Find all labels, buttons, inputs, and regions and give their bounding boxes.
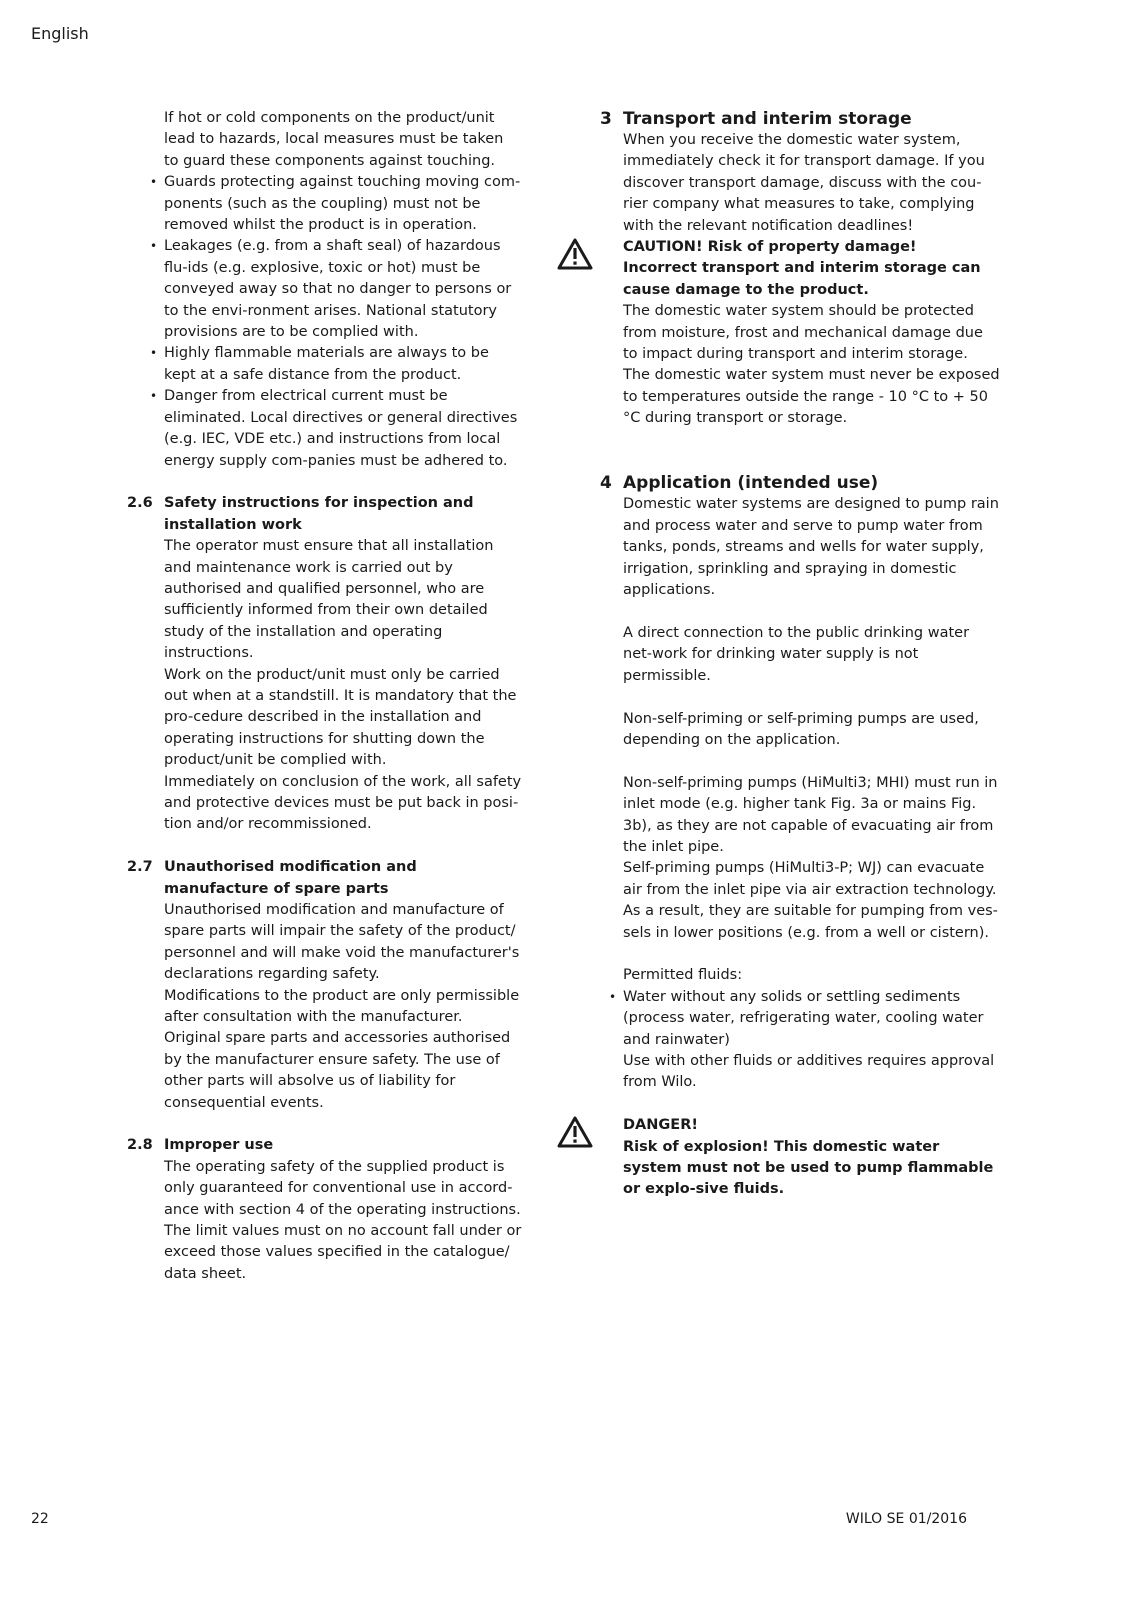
paragraph: Unauthorised modification and manufacture of spare parts will impair the safety of the product/ personnel and will make void the manufacturer's declarations regarding safety. bbox=[164, 902, 520, 983]
chapter-title: Transport and interim storage bbox=[623, 109, 912, 129]
paragraph: Non-self-priming or self-priming pumps are used, depending on the application. bbox=[623, 710, 979, 748]
chapter-heading-4 bbox=[600, 472, 1000, 494]
fluids-label: Permitted fluids: bbox=[623, 967, 743, 984]
section-title: Safety instructions for inspection and installation work bbox=[164, 495, 474, 533]
safety-bullet-list bbox=[127, 172, 522, 472]
section-number: 2.7 bbox=[127, 859, 153, 876]
caution-title: CAUTION! Risk of property damage! bbox=[623, 239, 917, 256]
list-item: • Highly flammable materials are always to be kept at a safe distance from the product. bbox=[164, 343, 522, 386]
section-heading-2-8 bbox=[127, 1135, 522, 1156]
paragraph: Immediately on conclusion of the work, all safety and protective devices must be put back in posi-tion and/or recommissioned. bbox=[164, 773, 522, 833]
section-title: Unauthorised modification and manufacture of spare parts bbox=[164, 859, 417, 897]
page-number: 22 bbox=[31, 1511, 49, 1527]
paragraph: Domestic water systems are designed to pump rain and process water and serve to pump water from tanks, ponds, streams and wells for water supply, irrigation, sprinkling and spraying in domestic applications. bbox=[623, 496, 999, 599]
paragraph: A direct connection to the public drinking water net-work for drinking water supply is not permissible. bbox=[623, 624, 970, 684]
paragraph: Self-priming pumps (HiMulti3-P; WJ) can evacuate air from the inlet pipe via air extraction technology. As a result, they are suitable for pumping from ves-sels in lower positions (e.g. from a well or cistern). bbox=[623, 860, 998, 941]
section-heading-2-6 bbox=[127, 493, 522, 536]
paragraph: The domestic water system must never be exposed to temperatures outside the range - 10 °C to + 50 °C during transport or storage. bbox=[623, 367, 1000, 427]
paragraph: The operating safety of the supplied product is only guaranteed for conventional use in accord-ance with section 4 of the operating instructions. The limit values must on no account fall under or exceed those values specified in the catalogue/ data sheet. bbox=[164, 1158, 522, 1282]
danger-notice bbox=[600, 1115, 1000, 1201]
caution-text: Incorrect transport and interim storage can cause damage to the product. bbox=[623, 260, 981, 298]
chapter-title: Application (intended use) bbox=[623, 473, 879, 494]
list-item: • Guards protecting against touching moving com-ponents (such as the coupling) must not be removed whilst the product is in operation. bbox=[164, 172, 522, 236]
right-column bbox=[600, 108, 1000, 1201]
warning-triangle-icon bbox=[556, 237, 594, 271]
fluid-note: Use with other fluids or additives requires approval from Wilo. bbox=[623, 1052, 995, 1091]
language-label: English bbox=[31, 24, 89, 43]
caution-notice bbox=[600, 237, 1000, 301]
paragraph: When you receive the domestic water system, immediately check it for transport damage. If you discover transport damage, discuss with the cou-rier company what measures to take, complying with the relevant notification deadlines! bbox=[623, 132, 985, 234]
chapter-number: 4 bbox=[600, 473, 612, 494]
section-heading-2-7 bbox=[127, 857, 522, 900]
chapter-heading-3 bbox=[600, 108, 1000, 130]
left-column bbox=[127, 108, 522, 1285]
section-number: 2.8 bbox=[127, 1137, 153, 1154]
list-item: • Water without any solids or settling sediments (process water, refrigerating water, cooling water and rainwater) bbox=[623, 987, 1000, 1051]
paragraph: The operator must ensure that all installation and maintenance work is carried out by authorised and qualified personnel, who are sufficiently informed from their own detailed study of the installation and operating instructions. bbox=[164, 538, 494, 662]
list-item: • Danger from electrical current must be eliminated. Local directives or general directives (e.g. IEC, VDE etc.) and instructions from local energy supply com-panies must be adhered to. bbox=[164, 386, 522, 472]
paragraph: Non-self-priming pumps (HiMulti3; MHI) must run in inlet mode (e.g. higher tank Fig. 3a or mains Fig. 3b), as they are not capable of evacuating air from the inlet pipe. bbox=[623, 774, 998, 855]
intro-paragraph: If hot or cold components on the product/unit lead to hazards, local measures must be taken to guard these components against touching. bbox=[164, 110, 504, 169]
section-number: 2.6 bbox=[127, 495, 153, 512]
section-title: Improper use bbox=[164, 1137, 274, 1154]
paragraph: Modifications to the product are only permissible after consultation with the manufacturer. Original spare parts and accessories authorised by the manufacturer ensure safety. The use of other parts will absolve us of liability for consequential events. bbox=[164, 987, 520, 1111]
paragraph: Work on the product/unit must only be carried out when at a standstill. It is mandatory that the pro-cedure described in the installation and operating instructions for shutting down the product/unit be complied with. bbox=[164, 666, 517, 769]
paragraph: The domestic water system should be protected from moisture, frost and mechanical damage due to impact during transport and interim storage. bbox=[623, 303, 983, 363]
fluids-list bbox=[600, 987, 1000, 1051]
chapter-number: 3 bbox=[600, 109, 612, 129]
list-item: • Leakages (e.g. from a shaft seal) of hazardous flu-ids (e.g. explosive, toxic or hot) must be conveyed away so that no danger to persons or to the envi-ronment arises. National statutory provisions are to be complied with. bbox=[164, 236, 522, 343]
danger-text: Risk of explosion! This domestic water system must not be used to pump flammable or explo-sive fluids. bbox=[623, 1138, 994, 1198]
footer-brand: WILO SE 01/2016 bbox=[845, 1511, 967, 1527]
danger-title: DANGER! bbox=[623, 1117, 698, 1134]
warning-triangle-icon bbox=[556, 1115, 594, 1149]
